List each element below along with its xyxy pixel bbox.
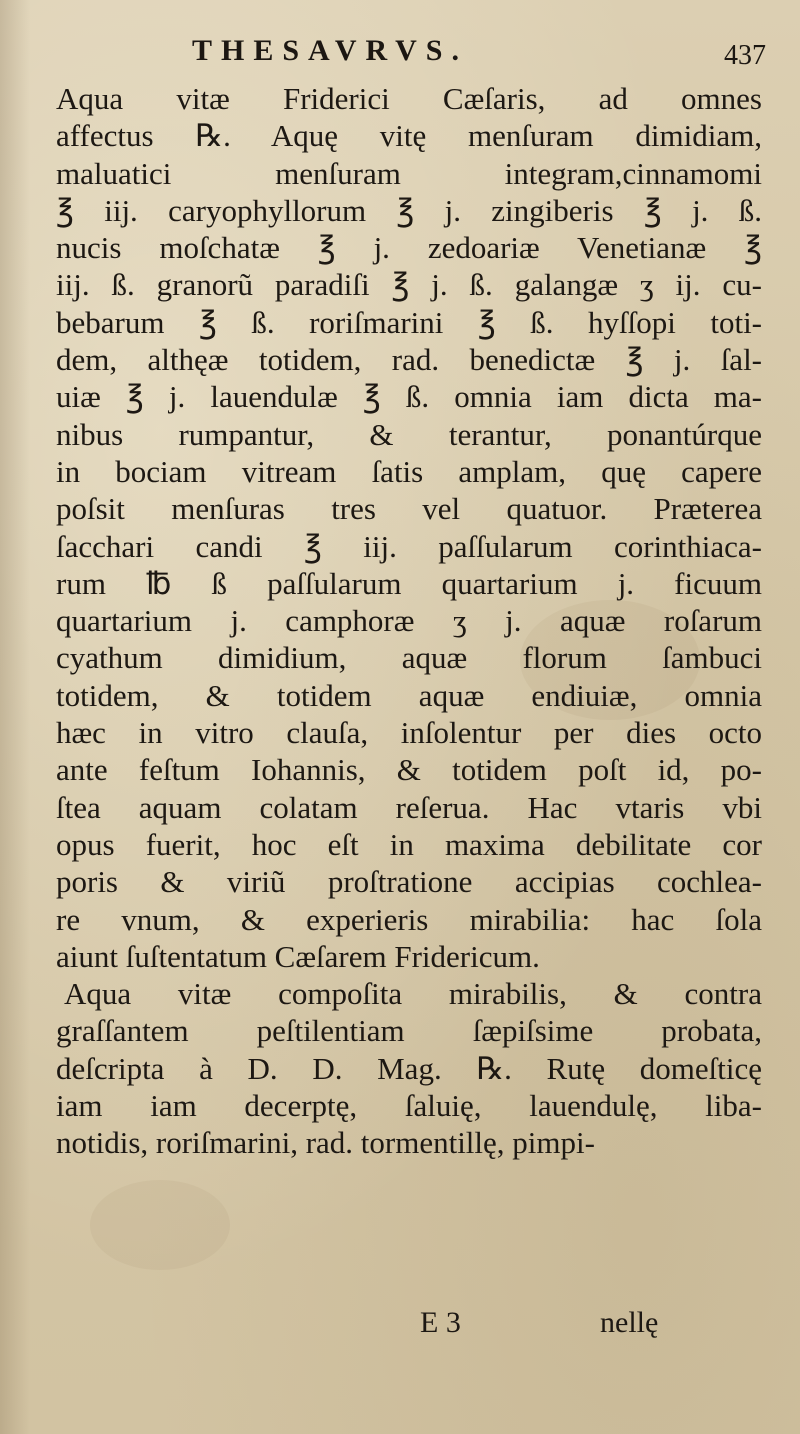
text-line: poſsit menſuras tres vel quatuor. Præterea <box>56 491 762 527</box>
page-header <box>0 34 800 74</box>
text-line: ℥ iij. caryophyllorum ℥ j. zingiberis ℥ j. ß. <box>56 192 762 228</box>
text-line: maluatici menſuram integram,cinnamomi <box>56 155 762 191</box>
text-line: iij. ß. granorũ paradiſi ℥ j. ß. galangæ ʒ ij. cu- <box>56 267 762 303</box>
text-line: ſtea aquam colatam reſerua. Hac vtaris vbi <box>56 789 762 825</box>
text-line: quartarium j. camphoræ ʒ j. aquæ roſarum <box>56 603 762 639</box>
text-line: rum ℔ ß paſſularum quartarium j. ficuum <box>56 565 762 601</box>
text-line: opus fuerit, hoc eſt in maxima debilitate cor <box>56 826 762 862</box>
text-line: re vnum, & experieris mirabilia: hac ſola <box>56 901 762 937</box>
catchword: nellę <box>600 1306 659 1339</box>
text-line: Aqua vitæ compoſita mirabilis, & contra <box>64 976 762 1012</box>
text-line: in bociam vitream ſatis amplam, quę capere <box>56 453 762 489</box>
text-line: ſacchari candi ℥ iij. paſſularum corinthiaca- <box>56 528 762 564</box>
text-line: hæc in vitro clauſa, inſolentur per dies octo <box>56 715 762 751</box>
text-line: uiæ ℥ j. lauendulæ ℥ ß. omnia iam dicta ma- <box>56 379 762 415</box>
text-line: totidem, & totidem aquæ endiuiæ, omnia <box>56 677 762 713</box>
text-line: iam iam decerptę, ſaluię, lauendulę, liba- <box>56 1088 762 1124</box>
text-line: ante feſtum Iohannis, & totidem poſt id, po- <box>56 752 762 788</box>
text-line: poris & viriũ proſtratione accipias cochlea- <box>56 864 762 900</box>
page-number: 437 <box>724 40 766 71</box>
signature-mark: E 3 <box>420 1306 461 1339</box>
text-line: nucis moſchatæ ℥ j. zedoariæ Venetianæ ℥ <box>56 230 762 266</box>
text-line: notidis, roriſmarini, rad. tormentillę, pimpi- <box>56 1125 595 1161</box>
text-line: nibus rumpantur, & terantur, ponantúrque <box>56 416 762 452</box>
text-line: Aqua vitæ Friderici Cæſaris, ad omnes <box>56 81 762 116</box>
paper-stain <box>90 1180 230 1270</box>
gutter-shadow <box>0 0 30 1434</box>
body-text <box>56 80 762 1162</box>
text-line: aiunt ſuſtentatum Cæſarem Fridericum. <box>56 938 540 974</box>
running-title: THESAVRVS. <box>192 34 468 67</box>
text-line: dem, althęæ totidem, rad. benedictæ ℥ j. ſal- <box>56 342 762 378</box>
text-line: bebarum ℥ ß. roriſmarini ℥ ß. hyſſopi toti- <box>56 304 762 340</box>
text-line: affectus ℞. Aquę vitę menſuram dimidiam, <box>56 118 762 154</box>
text-line: graſſantem peſtilentiam ſæpiſsime probata, <box>56 1013 762 1049</box>
text-line: deſcripta à D. D. Mag. ℞. Rutę domeſticę <box>56 1050 762 1086</box>
text-line: cyathum dimidium, aquæ florum ſambuci <box>56 640 762 676</box>
page-footer <box>0 1306 800 1346</box>
